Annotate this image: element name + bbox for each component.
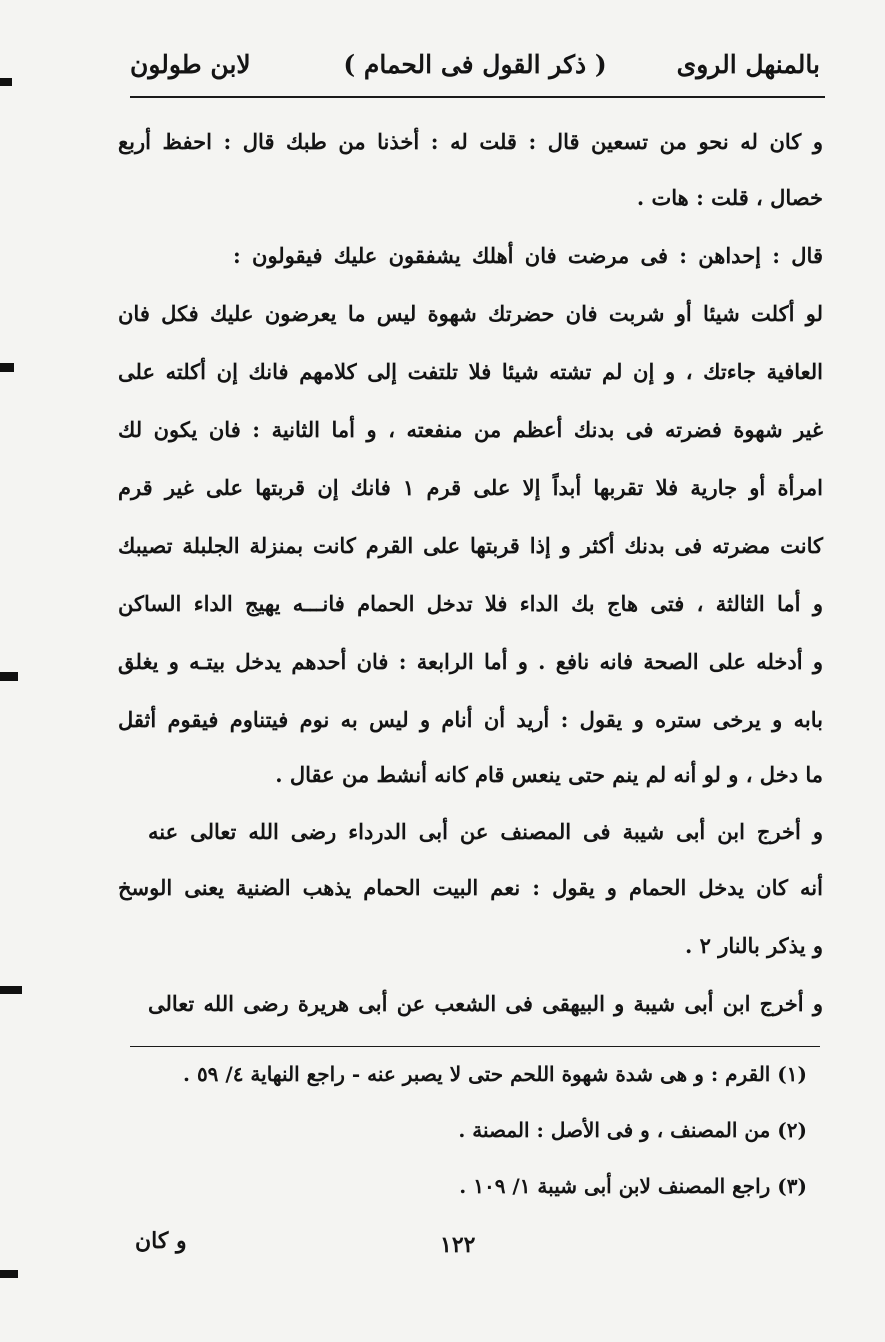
body-line: خصال ، قلت : هات . [636,185,823,210]
header-section-title: ( ذكر القول فى الحمام ) [343,50,607,79]
scan-edge-mark [0,672,18,681]
body-line: و أما الثالثة ، فتى هاج بك الداء فلا تدخل الحمام فانـــه يهيج الداء الساكن [118,591,823,616]
header-author: لابن طولون [130,50,251,79]
page-number: ١٢٢ [440,1232,476,1258]
scan-edge-mark [0,78,12,86]
body-line: لو أكلت شيئا أو شربت فان حضرتك شهوة ليس ما يعرضون عليك فكل فان [118,301,823,326]
scan-edge-mark [0,986,22,994]
footnote: (٢) من المصنف ، و فى الأصل : المصنة . [458,1118,807,1142]
body-line: بابه و يرخى ستره و يقول : أريد أن أنام و ليس به نوم فيتناوم فيقوم أثقل [118,707,823,732]
body-line: و أدخله على الصحة فانه نافع . و أما الرابعة : فان أحدهم يدخل بيتـه و يغلق [118,649,823,674]
body-line: امرأة أو جارية فلا تقربها أبداً إلا على قرم ١ فانك إن قربتها على غير قرم [118,475,823,500]
body-line: و يذكر بالنار ٢ . [685,933,823,958]
body-line: العافية جاءتك ، و إن لم تشته شيئا فلا تلتفت إلى كلامهم فانك إن أكلته على [118,359,823,384]
catchword: و كان [135,1228,187,1254]
body-line: ما دخل ، و لو أنه لم ينم حتى ينعس قام كانه أنشط من عقال . [275,762,823,787]
header-book-title: بالمنهل الروى [676,50,820,79]
body-line: و كان له نحو من تسعين قال : قلت له : أخذنا من طبك قال : احفظ أربع [118,129,823,154]
body-line: قال : إحداهن : فى مرضت فان أهلك يشفقون عليك فيقولون : [233,243,823,268]
body-line: و أخرج ابن أبى شيبة فى المصنف عن أبى الدرداء رضى الله تعالى عنه [148,819,823,844]
footnote: (١) القرم : و هى شدة شهوة اللحم حتى لا يصبر عنه - راجع النهاية ٤/ ٥٩ . [183,1062,807,1086]
footnote: (٣) راجع المصنف لابن أبى شيبة ١/ ١٠٩ . [459,1174,807,1198]
scan-edge-mark [0,363,14,372]
body-line: و أخرج ابن أبى شيبة و البيهقى فى الشعب عن أبى هريرة رضى الله تعالى [148,991,823,1016]
body-line: غير شهوة فضرته فى بدنك أعظم من منفعته ، و أما الثانية : فان يكون لك [118,417,823,442]
running-header [130,50,820,94]
scan-edge-mark [0,1270,18,1278]
body-line: أنه كان يدخل الحمام و يقول : نعم البيت الحمام يذهب الضنية يعنى الوسخ [118,875,823,900]
body-line: كانت مضرته فى بدنك أكثر و إذا قربتها على القرم كانت بمنزلة الجلبلة تصيبك [118,533,823,558]
footnote-rule [130,1046,820,1047]
header-rule [130,96,825,98]
